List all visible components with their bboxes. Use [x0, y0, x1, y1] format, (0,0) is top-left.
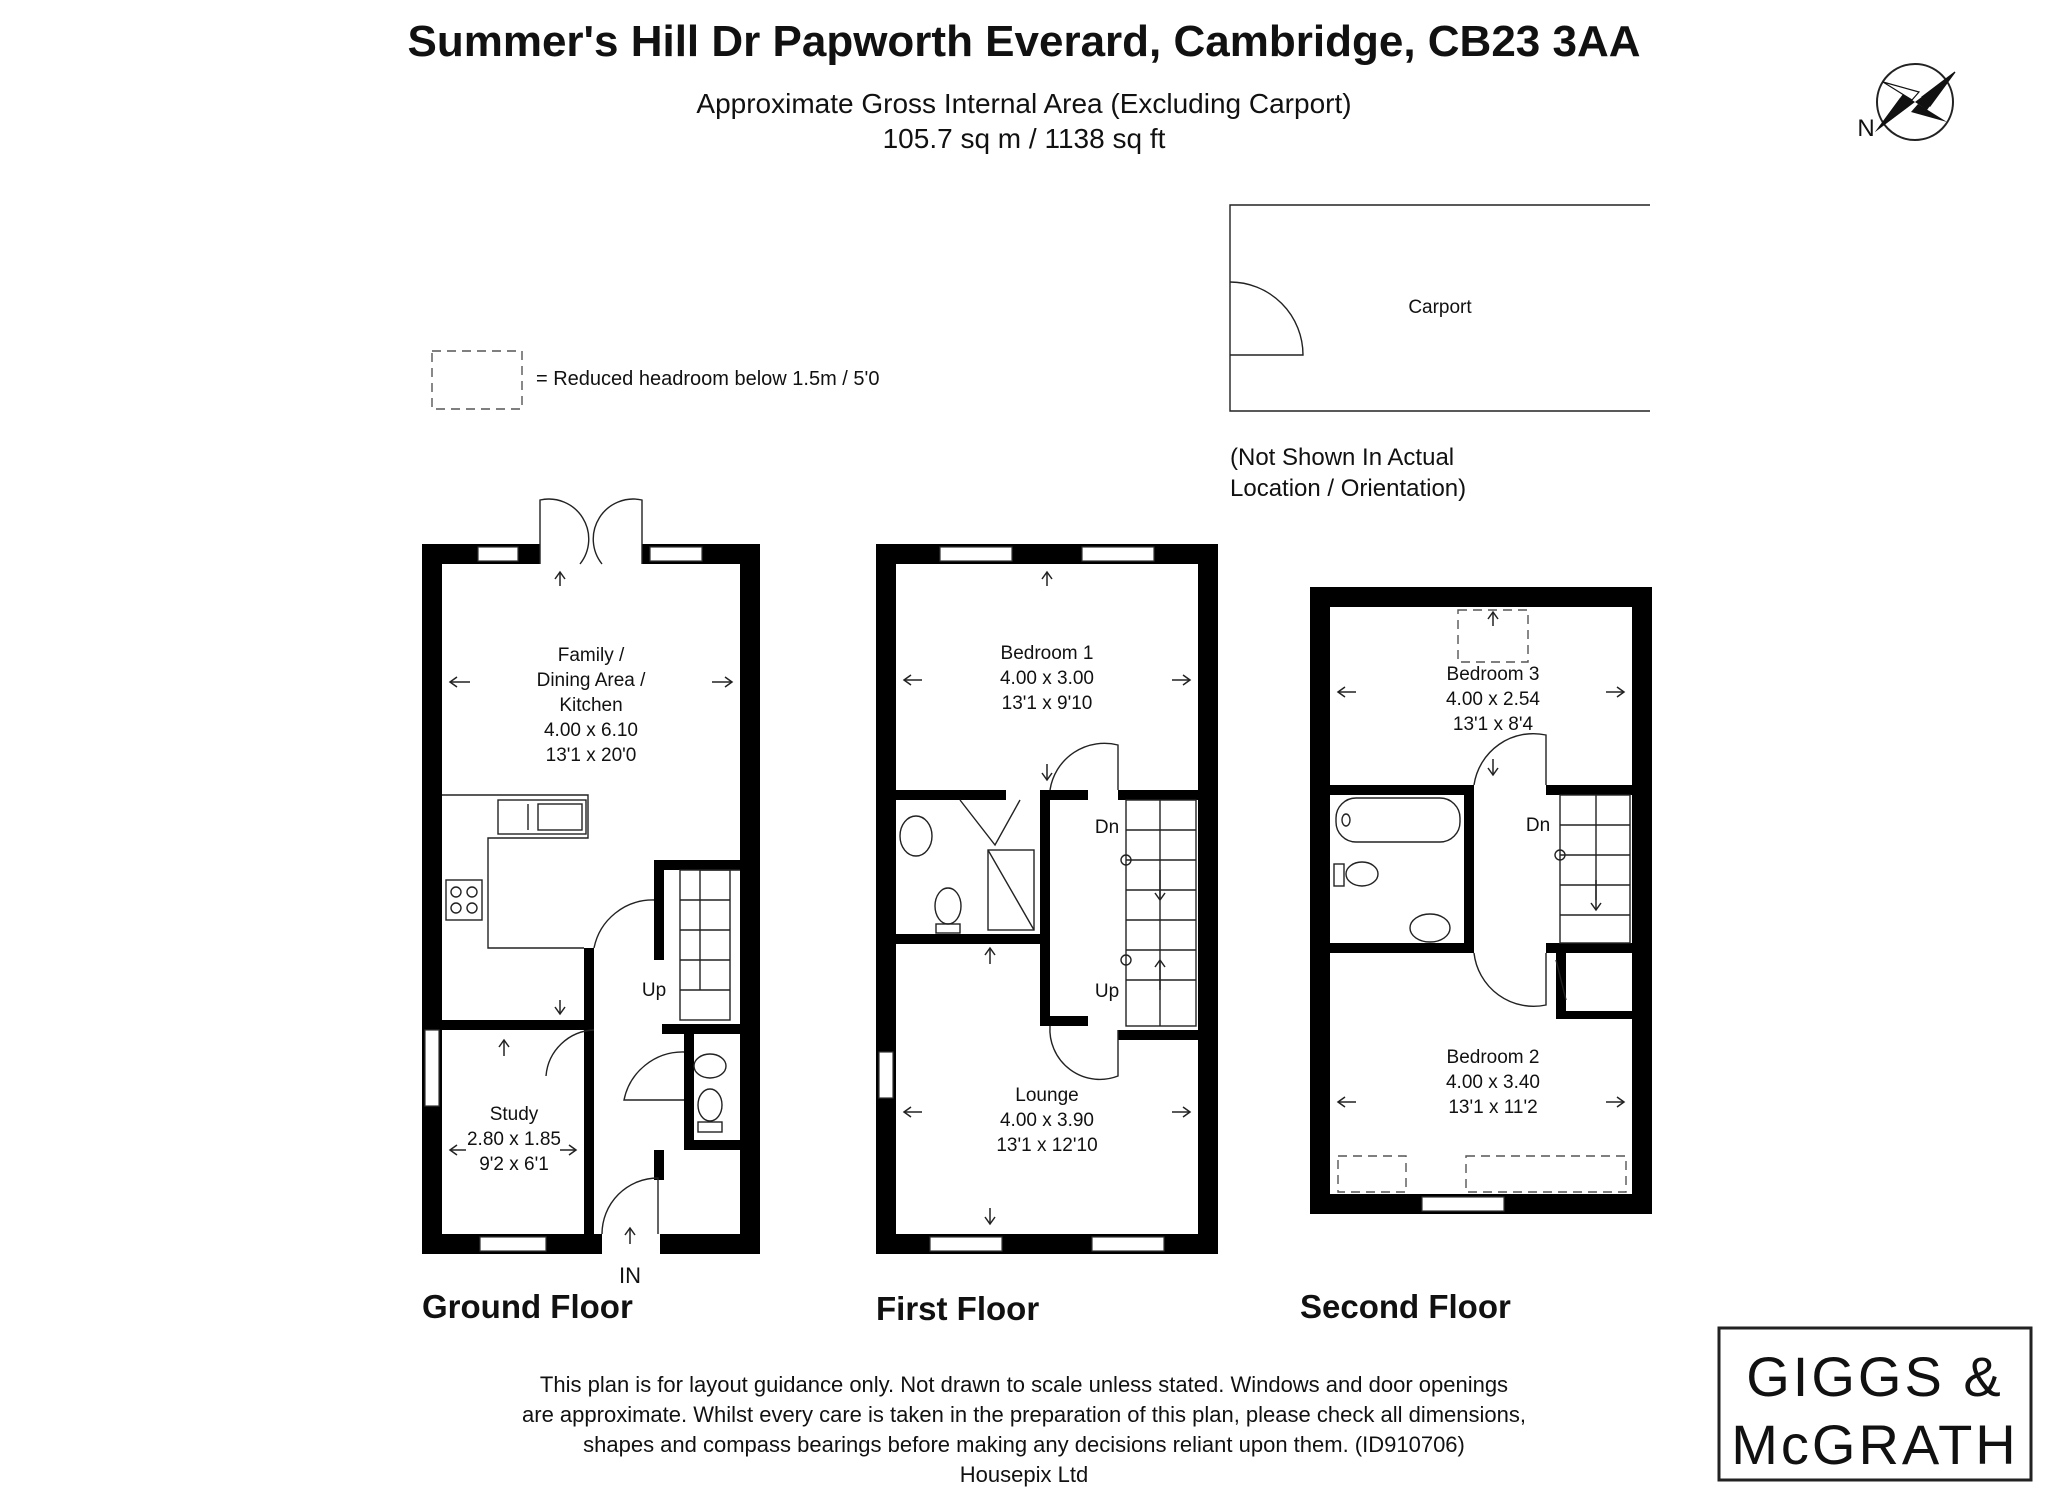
- kitchen-label-line2: Dining Area /: [536, 670, 646, 691]
- bedroom2-label: Bedroom 2: [1446, 1047, 1540, 1068]
- disclaimer-line4: Housepix Ltd: [959, 1462, 1089, 1487]
- carport-note-line2: Location / Orientation): [1230, 475, 1467, 502]
- area-description: Approximate Gross Internal Area (Excluding Carport): [696, 88, 1352, 119]
- kitchen-metric-size: 4.00 x 6.10: [543, 720, 639, 741]
- first-floor-label: First Floor: [876, 1290, 1040, 1327]
- disclaimer-line1: This plan is for layout guidance only. Not drawn to scale unless stated. Windows and door openings: [539, 1372, 1509, 1397]
- agency-logo: [1719, 1328, 2031, 1480]
- bedroom3-label: Bedroom 3: [1446, 664, 1540, 685]
- lounge-metric-size: 4.00 x 3.90: [999, 1110, 1095, 1131]
- disclaimer-line2: are approximate. Whilst every care is taken in the preparation of this plan, please check all dimensions,: [522, 1402, 1526, 1427]
- bedroom2-imperial-size: 13'1 x 11'2: [1448, 1097, 1538, 1118]
- lounge-imperial-size: 13'1 x 12'10: [996, 1135, 1098, 1156]
- bedroom3-imperial-size: 13'1 x 8'4: [1452, 714, 1534, 735]
- study-imperial-size: 9'2 x 6'1: [479, 1154, 549, 1175]
- kitchen-label-line1: Family /: [557, 645, 625, 666]
- second-floor-label: Second Floor: [1300, 1288, 1511, 1325]
- second-stairs-down-label: Dn: [1525, 815, 1551, 836]
- reduced-headroom-swatch: [432, 351, 522, 409]
- first-stairs-up-label: Up: [1094, 981, 1120, 1002]
- kitchen-imperial-size: 13'1 x 20'0: [545, 745, 637, 766]
- ground-floor-label: Ground Floor: [422, 1288, 633, 1325]
- study-label: Study: [489, 1104, 539, 1125]
- carport-note-line1: (Not Shown In Actual: [1230, 444, 1455, 471]
- compass-icon: [1875, 64, 1955, 140]
- compass-north-label: N: [1857, 115, 1875, 142]
- bedroom1-imperial-size: 13'1 x 9'10: [1001, 693, 1093, 714]
- study-metric-size: 2.80 x 1.85: [466, 1129, 562, 1150]
- kitchen-label-line3: Kitchen: [559, 695, 623, 716]
- bedroom1-metric-size: 4.00 x 3.00: [999, 668, 1095, 689]
- disclaimer-line3: shapes and compass bearings before making any decisions reliant upon them. (ID910706): [583, 1432, 1465, 1457]
- first-stairs-down-label: Dn: [1094, 817, 1120, 838]
- ground-stairs-up-label: Up: [641, 980, 667, 1001]
- bedroom3-metric-size: 4.00 x 2.54: [1445, 689, 1541, 710]
- carport-label: Carport: [1408, 297, 1472, 318]
- page-title: Summer's Hill Dr Papworth Everard, Cambridge, CB23 3AA: [407, 17, 1641, 66]
- reduced-headroom-area: [1338, 1156, 1406, 1192]
- reduced-headroom-area: [1466, 1156, 1626, 1192]
- lounge-label: Lounge: [1015, 1085, 1079, 1106]
- legend-text: = Reduced headroom below 1.5m / 5'0: [536, 368, 880, 390]
- bedroom2-metric-size: 4.00 x 3.40: [1445, 1072, 1541, 1093]
- bedroom1-label: Bedroom 1: [1000, 643, 1094, 664]
- entrance-label: IN: [619, 1263, 641, 1288]
- logo-line2: McGRATH: [1731, 1413, 2019, 1476]
- area-value: 105.7 sq m / 1138 sq ft: [882, 123, 1166, 154]
- logo-line1: GIGGS &: [1746, 1345, 2004, 1408]
